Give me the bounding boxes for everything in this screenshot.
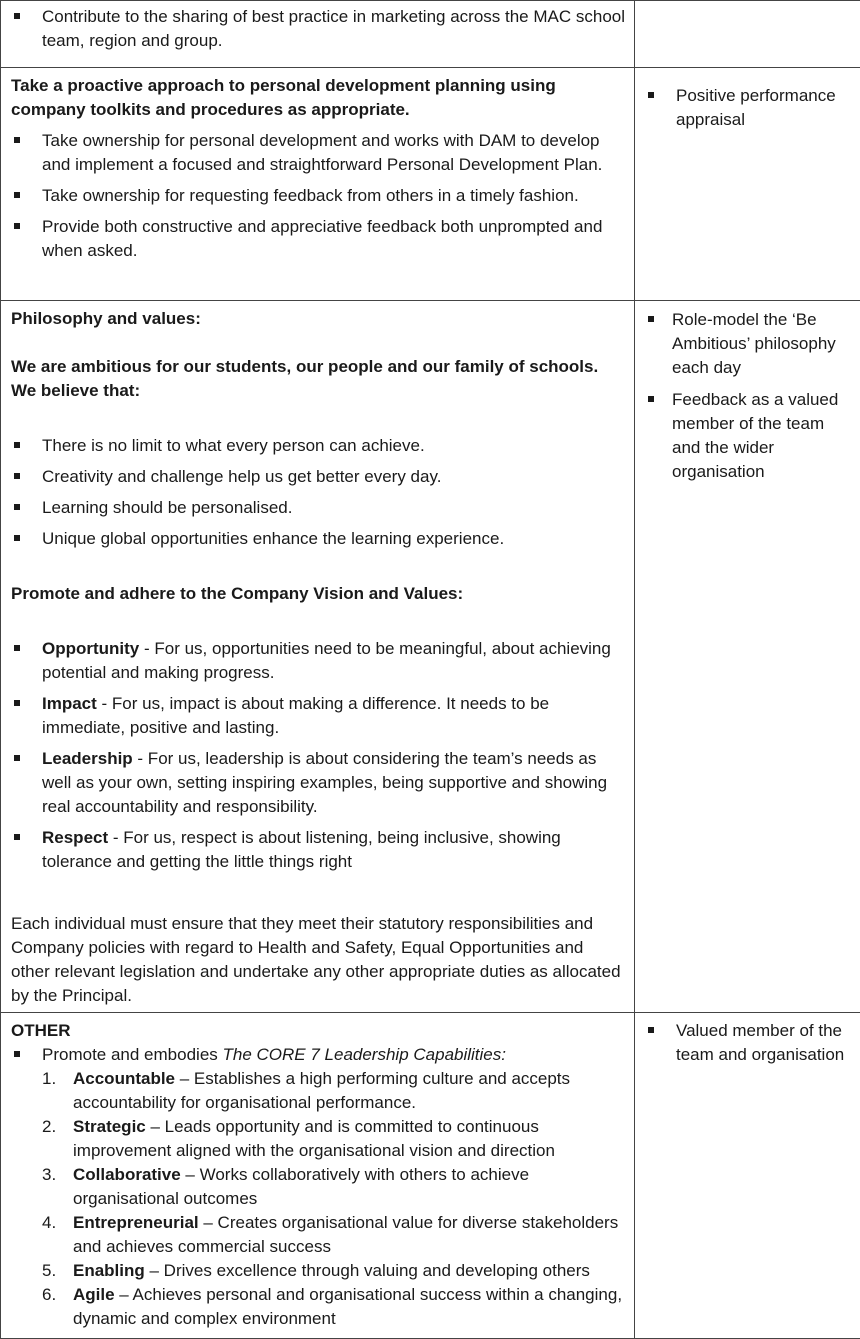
list-item: Creativity and challenge help us get better every day. (11, 465, 626, 489)
list-item: 3. Collaborative – Works collaboratively with others to achieve organisational outcomes (11, 1163, 626, 1211)
list-item: Valued member of the team and organisation (645, 1019, 854, 1067)
section-heading: Philosophy and values: (11, 307, 626, 331)
list-item: There is no limit to what every person can achieve. (11, 434, 626, 458)
list-item: 5. Enabling – Drives excellence through valuing and developing others (11, 1259, 626, 1283)
list-item: Impact - For us, impact is about making a difference. It needs to be immediate, positive and lasting. (11, 692, 626, 740)
left-cell (1, 1, 635, 68)
list-item: Opportunity - For us, opportunities need to be meaningful, about achieving potential and making progress. (11, 637, 626, 685)
list-item: Take ownership for personal development and works with DAM to develop and implement a focused and straightforward Personal Development Plan. (11, 129, 626, 177)
list-item: Leadership - For us, leadership is about considering the team’s needs as well as your own, setting inspiring examples, being supportive and showing real accountability and responsibility. (11, 747, 626, 819)
table-row (1, 1, 860, 68)
list-item: Contribute to the sharing of best practice in marketing across the MAC school team, region and group. (11, 5, 626, 53)
table-row (1, 301, 860, 1013)
right-cell (635, 1013, 860, 1339)
list-item: Role-model the ‘Be Ambitious’ philosophy each day (645, 308, 854, 380)
section-heading: OTHER (11, 1019, 626, 1043)
list-item: 6. Agile – Achieves personal and organisational success within a changing, dynamic and complex environment (11, 1283, 626, 1331)
closing-paragraph: Each individual must ensure that they meet their statutory responsibilities and Company policies with regard to Health and Safety, Equal Opportunities and other relevant legislation and undertake any other appropriate duties as allocated by the Principal. (11, 912, 626, 1008)
list-item: Feedback as a valued member of the team and the wider organisation (645, 388, 854, 484)
list-item: 4. Entrepreneurial – Creates organisational value for diverse stakeholders and achieves commercial success (11, 1211, 626, 1259)
list-item: Learning should be personalised. (11, 496, 626, 520)
list-item: Respect - For us, respect is about listening, being inclusive, showing tolerance and getting the little things right (11, 826, 626, 874)
belief-heading: We are ambitious for our students, our people and our family of schools. We believe that: (11, 355, 626, 403)
values-heading: Promote and adhere to the Company Vision and Values: (11, 582, 626, 606)
table-row (1, 1013, 860, 1339)
right-cell (635, 301, 860, 1013)
list-item: 1. Accountable – Establishes a high performing culture and accepts accountability for organisational performance. (11, 1067, 626, 1115)
left-cell (1, 68, 635, 301)
list-item: Unique global opportunities enhance the learning experience. (11, 527, 626, 551)
list-item: Promote and embodies The CORE 7 Leadership Capabilities: (11, 1043, 626, 1067)
left-cell (1, 1013, 635, 1339)
left-cell (1, 301, 635, 1013)
right-cell (635, 1, 860, 68)
table-row (1, 68, 860, 301)
section-heading: Take a proactive approach to personal development planning using company toolkits and procedures as appropriate. (11, 74, 626, 122)
list-item: Take ownership for requesting feedback from others in a timely fashion. (11, 184, 626, 208)
right-cell (635, 68, 860, 301)
list-item: 2. Strategic – Leads opportunity and is committed to continuous improvement aligned with the organisational vision and direction (11, 1115, 626, 1163)
list-item: Positive performance appraisal (645, 84, 854, 132)
list-item: Provide both constructive and appreciative feedback both unprompted and when asked. (11, 215, 626, 263)
